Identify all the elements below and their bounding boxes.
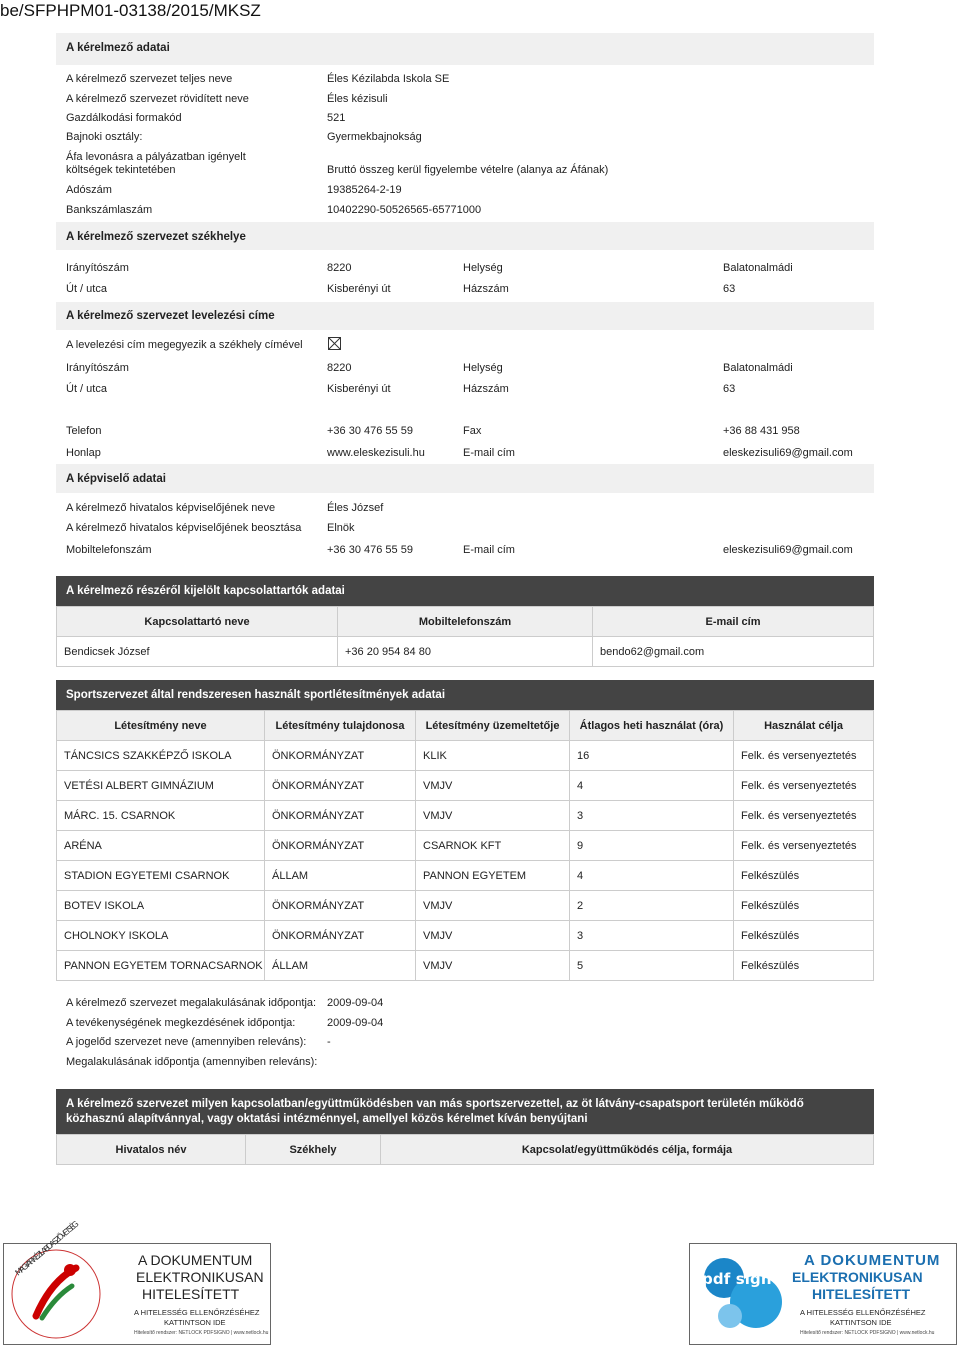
rep-name-label: A kérelmező hivatalos képviselőjének neve <box>66 502 276 514</box>
table-cell: 3 <box>570 801 734 831</box>
table-cell: ÖNKORMÁNYZAT <box>265 891 416 921</box>
applicant-label: Áfa levonásra a pályázatban igényelt <box>66 151 246 163</box>
section-title: A kérelmező szervezet székhelye <box>66 231 246 243</box>
applicant-label-cont: költségek tekintetében <box>66 164 176 176</box>
section-title: A képviselő adatai <box>66 473 166 485</box>
fax-label: Fax <box>463 425 482 437</box>
seat-house-label: Házszám <box>463 283 509 295</box>
founding-label: Megalakulásának időpontja (amennyiben releváns): <box>66 1056 318 1068</box>
section-applicant <box>56 33 874 65</box>
rep-position-label: A kérelmező hivatalos képviselőjének beosztása <box>66 522 302 534</box>
section-representative <box>56 464 874 493</box>
email-label: E-mail cím <box>463 447 515 459</box>
applicant-label: Bajnoki osztály: <box>66 131 143 143</box>
table-cell: ÖNKORMÁNYZAT <box>265 771 416 801</box>
table-cell: 4 <box>570 861 734 891</box>
column-header: Székhely <box>246 1135 381 1165</box>
column-header: E-mail cím <box>593 607 874 637</box>
cooperation-table <box>56 1134 874 1165</box>
table-cell: ÁLLAM <box>265 861 416 891</box>
section-title: A kérelmező részéről kijelölt kapcsolattartók adatai <box>66 585 345 597</box>
table-cell: ÖNKORMÁNYZAT <box>265 921 416 951</box>
section-seat <box>56 222 874 250</box>
table-cell: ARÉNA <box>57 831 265 861</box>
applicant-label: A kérelmező szervezet teljes neve <box>66 73 233 85</box>
table-cell: ÖNKORMÁNYZAT <box>265 801 416 831</box>
section-contacts <box>56 576 874 606</box>
mailing-house: 63 <box>723 383 736 395</box>
column-header: Létesítmény tulajdonosa <box>265 711 416 741</box>
table-row <box>57 741 874 771</box>
founding-label: A kérelmező szervezet megalakulásának időpontja: <box>66 997 317 1009</box>
founding-value: 2009-09-04 <box>327 1017 384 1029</box>
table-cell: STADION EGYETEMI CSARNOK <box>57 861 265 891</box>
table-row <box>57 921 874 951</box>
rep-email-label: E-mail cím <box>463 544 515 556</box>
table-cell: Felk. és versenyeztetés <box>734 801 874 831</box>
table-cell: VMJV <box>416 801 570 831</box>
table-row <box>57 637 874 667</box>
column-header: Hivatalos név <box>57 1135 246 1165</box>
seat-zip-label: Irányítószám <box>66 262 129 274</box>
seat-street: Kisberényi út <box>327 283 391 295</box>
table-cell: VMJV <box>416 891 570 921</box>
column-header: Mobiltelefonszám <box>338 607 593 637</box>
stamp-line3: HITELESÍTETT <box>812 1286 910 1302</box>
section-title: Sportszervezet által rendszeresen használt sportlétesítmények adatai <box>66 689 446 701</box>
column-header: Létesítmény neve <box>57 711 265 741</box>
applicant-value: Éles kézisuli <box>327 93 388 105</box>
section-title-line1: A kérelmező szervezet milyen kapcsolatban/együttműködésben van más sportszervezettel, az öt látvány-csapatsport területén működő <box>66 1098 804 1110</box>
table-cell: CHOLNOKY ISKOLA <box>57 921 265 951</box>
table-cell: MÁRC. 15. CSARNOK <box>57 801 265 831</box>
table-row <box>57 861 874 891</box>
table-cell: Felk. és versenyeztetés <box>734 831 874 861</box>
signature-stamp-left[interactable] <box>3 1219 271 1345</box>
seat-city: Balatonalmádi <box>723 262 793 274</box>
table-row <box>57 891 874 921</box>
applicant-value: Bruttó összeg kerül figyelembe vételre (alanya az Áfának) <box>327 164 609 176</box>
stamp-small: Hitelesítő rendszer: NETLOCK PDFSIGNO | www.netlock.hu <box>134 1330 269 1336</box>
document-id: be/SFPHPM01-03138/2015/MKSZ <box>0 1 261 20</box>
table-row <box>57 951 874 981</box>
mailing-same-label: A levelezési cím megegyezik a székhely címével <box>66 339 303 351</box>
column-header: Kapcsolat/együttműködés célja, formája <box>381 1135 874 1165</box>
checkbox-cross-icon <box>329 338 340 349</box>
seat-house: 63 <box>723 283 736 295</box>
phone-value: +36 30 476 55 59 <box>327 425 413 437</box>
table-cell: 9 <box>570 831 734 861</box>
mailing-street-label: Út / utca <box>66 383 107 395</box>
table-cell: TÁNCSICS SZAKKÉPZŐ ISKOLA <box>57 741 265 771</box>
table-cell: KLIK <box>416 741 570 771</box>
table-cell: Felk. és versenyeztetés <box>734 771 874 801</box>
phone-label: Telefon <box>66 425 102 437</box>
mailing-house-label: Házszám <box>463 383 509 395</box>
table-cell: ÁLLAM <box>265 951 416 981</box>
stamp-line3: HITELESÍTETT <box>142 1286 240 1302</box>
applicant-label: Adószám <box>66 184 112 196</box>
pdfsigno-logo-icon <box>692 1246 792 1342</box>
column-header: Létesítmény üzemeltetője <box>416 711 570 741</box>
stamp-check2: KATTINTSON IDE <box>830 1318 892 1327</box>
mailing-city-label: Helység <box>463 362 503 374</box>
applicant-value: 19385264-2-19 <box>327 184 402 196</box>
section-facilities <box>56 680 874 710</box>
founding-label: A jogelőd szervezet neve (amennyiben releváns): <box>66 1036 307 1048</box>
mailing-same-checkbox[interactable] <box>328 337 341 350</box>
handball-federation-seal-icon <box>6 1219 106 1342</box>
table-cell: Felk. és versenyeztetés <box>734 741 874 771</box>
seal-text: MAGYAR KÉZILABDA SZÖVETSÉG <box>13 1219 81 1278</box>
mailing-zip: 8220 <box>327 362 352 374</box>
table-cell: 2 <box>570 891 734 921</box>
table-row <box>57 771 874 801</box>
web-label: Honlap <box>66 447 101 459</box>
applicant-label: A kérelmező szervezet rövidített neve <box>66 93 249 105</box>
table-row <box>57 831 874 861</box>
table-cell: 3 <box>570 921 734 951</box>
table-cell: 4 <box>570 771 734 801</box>
table-cell: VMJV <box>416 921 570 951</box>
section-title: A kérelmező szervezet levelezési címe <box>66 310 275 322</box>
stamp-line1: A DOKUMENTUM <box>804 1252 941 1269</box>
stamp-small: Hitelesítő rendszer: NETLOCK PDFSIGNO | www.netlock.hu <box>800 1330 935 1336</box>
table-cell: Felkészülés <box>734 921 874 951</box>
table-cell: ÖNKORMÁNYZAT <box>265 831 416 861</box>
rep-email[interactable]: eleskezisuli69@gmail.com <box>723 544 853 556</box>
column-header: Használat célja <box>734 711 874 741</box>
table-cell: CSARNOK KFT <box>416 831 570 861</box>
table-cell: Felkészülés <box>734 951 874 981</box>
table-cell: PANNON EGYETEM TORNACSARNOK <box>57 951 265 981</box>
table-cell: VETÉSI ALBERT GIMNÁZIUM <box>57 771 265 801</box>
section-title: A kérelmező adatai <box>66 42 170 54</box>
applicant-value: Gyermekbajnokság <box>327 131 422 143</box>
stamp-line2: ELEKTRONIKUSAN <box>792 1269 923 1285</box>
stamp-check2: KATTINTSON IDE <box>164 1318 226 1327</box>
section-cooperation <box>56 1089 874 1134</box>
applicant-value: 521 <box>327 112 346 124</box>
email-value[interactable]: eleskezisuli69@gmail.com <box>723 447 853 459</box>
seat-street-label: Út / utca <box>66 283 107 295</box>
rep-mobile-label: Mobiltelefonszám <box>66 544 152 556</box>
rep-name: Éles József <box>327 502 384 514</box>
table-row <box>57 801 874 831</box>
rep-position: Elnök <box>327 522 355 534</box>
fax-value: +36 88 431 958 <box>723 425 800 437</box>
stamp-line1: A DOKUMENTUM <box>138 1252 253 1268</box>
table-cell: BOTEV ISKOLA <box>57 891 265 921</box>
table-cell: +36 20 954 84 80 <box>338 637 593 667</box>
seat-zip: 8220 <box>327 262 352 274</box>
column-header: Átlagos heti használat (óra) <box>570 711 734 741</box>
table-cell: PANNON EGYETEM <box>416 861 570 891</box>
founding-value: 2009-09-04 <box>327 997 384 1009</box>
founding-label: A tevékenységének megkezdésének időpontja: <box>66 1017 296 1029</box>
applicant-value: 10402290-50526565-65771000 <box>327 204 482 216</box>
facilities-table <box>56 710 874 981</box>
table-cell: 5 <box>570 951 734 981</box>
rep-mobile: +36 30 476 55 59 <box>327 544 413 556</box>
section-title-line2: közhasznú alapítvánnyal, vagy oktatási intézménnyel, amellyel közös kérelmet kíván benyújtani <box>66 1113 588 1125</box>
table-cell: VMJV <box>416 951 570 981</box>
brand-text: pdf signo <box>702 1270 782 1288</box>
table-cell: Felkészülés <box>734 861 874 891</box>
stamp-check1: A HITELESSÉG ELLENŐRZÉSÉHEZ <box>800 1308 926 1317</box>
stamp-check1: A HITELESSÉG ELLENŐRZÉSÉHEZ <box>134 1308 260 1317</box>
table-cell[interactable]: bendo62@gmail.com <box>593 637 874 667</box>
mailing-zip-label: Irányítószám <box>66 362 129 374</box>
mailing-city: Balatonalmádi <box>723 362 793 374</box>
founding-value: - <box>327 1036 331 1048</box>
table-cell: Bendicsek József <box>57 637 338 667</box>
table-cell: 16 <box>570 741 734 771</box>
applicant-value: Éles Kézilabda Iskola SE <box>327 73 450 85</box>
contacts-table <box>56 606 874 667</box>
signature-stamp-right[interactable] <box>689 1243 957 1345</box>
table-cell: ÖNKORMÁNYZAT <box>265 741 416 771</box>
mailing-street: Kisberényi út <box>327 383 391 395</box>
section-mailing <box>56 302 874 330</box>
stamp-line2: ELEKTRONIKUSAN <box>136 1269 264 1285</box>
table-cell: VMJV <box>416 771 570 801</box>
web-value[interactable]: www.eleskezisuli.hu <box>327 447 425 459</box>
applicant-label: Bankszámlaszám <box>66 204 153 216</box>
seat-city-label: Helység <box>463 262 503 274</box>
applicant-label: Gazdálkodási formakód <box>66 112 182 124</box>
table-cell: Felkészülés <box>734 891 874 921</box>
column-header: Kapcsolattartó neve <box>57 607 338 637</box>
